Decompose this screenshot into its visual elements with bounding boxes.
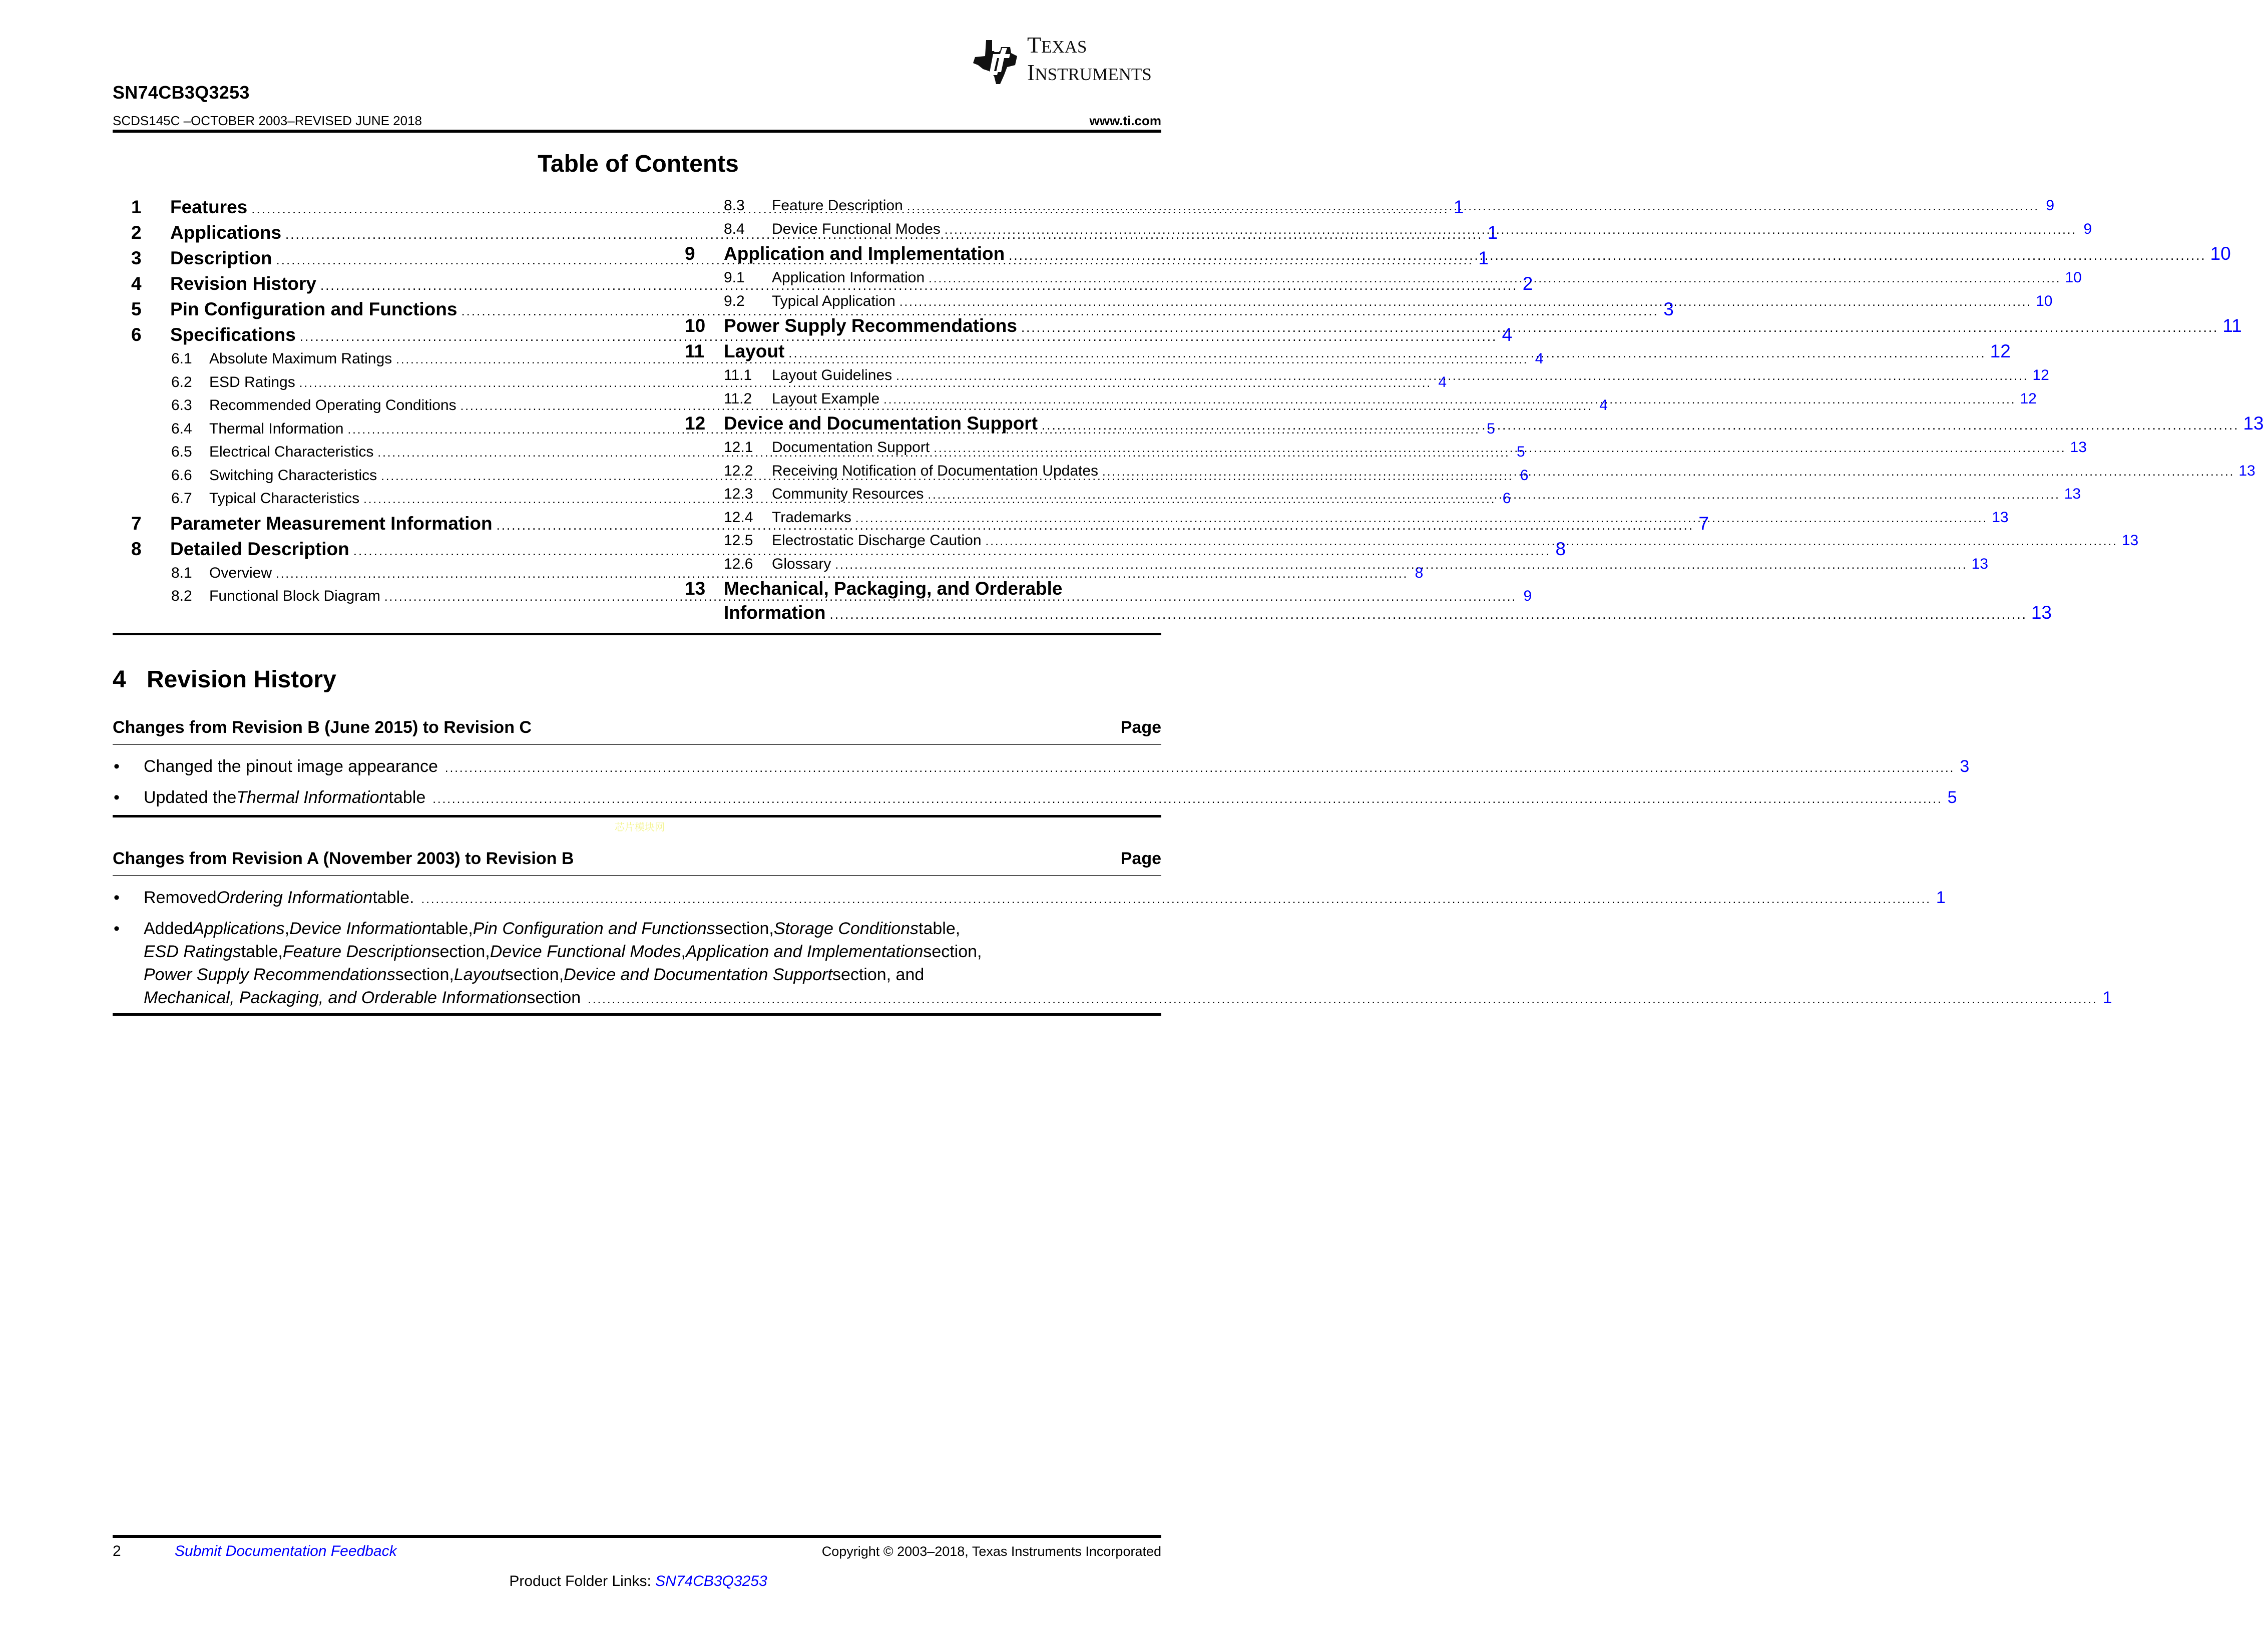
toc-entry-label: Device and Documentation Support — [724, 413, 1038, 434]
logo-text: NSTRUMENTS — [1035, 65, 1152, 84]
toc-right-column — [685, 194, 2264, 625]
revision-history-heading — [113, 666, 336, 693]
toc-page-link[interactable]: 2 — [1522, 273, 1533, 294]
toc-entry-number: 11.2 — [724, 390, 752, 407]
change-item — [113, 917, 2112, 1011]
toc-leader-dots — [829, 602, 2027, 627]
leader-dots — [432, 788, 1942, 811]
toc-page-link[interactable]: 9 — [1523, 588, 1532, 604]
toc-entry-label: Overview — [209, 564, 272, 581]
change-text: section, — [715, 919, 774, 938]
change-list-rev-c — [113, 755, 1970, 817]
toc-page-link[interactable]: 12 — [2020, 390, 2037, 407]
toc-entry-label: Absolute Maximum Ratings — [209, 350, 392, 367]
change-item — [113, 755, 1970, 780]
logo-letter: I — [1027, 60, 1035, 85]
toc-entry[interactable] — [685, 218, 2092, 241]
toc-entry-number: 12.1 — [724, 439, 753, 456]
toc-entry-number: 8.3 — [724, 197, 745, 214]
toc-entry[interactable] — [685, 266, 2082, 290]
change-text-line — [144, 886, 1946, 911]
ti-logo — [971, 34, 1166, 88]
italic-reference: Device Functional Modes — [490, 942, 681, 961]
toc-page-link[interactable]: 9 — [2046, 197, 2055, 214]
italic-reference: Power Supply Recommendations — [144, 965, 395, 984]
changes-heading-rule — [113, 875, 1161, 876]
change-page-link[interactable]: 5 — [1947, 788, 1957, 807]
toc-page-link[interactable]: 8 — [1415, 564, 1424, 581]
toc-entry-number: 7 — [131, 513, 142, 534]
toc-page-link[interactable]: 5 — [1487, 420, 1495, 437]
toc-entry-label: Feature Description — [772, 197, 903, 214]
toc-entry-label: Electrical Characteristics — [209, 444, 374, 460]
toc-leader-dots — [928, 484, 2060, 507]
change-text: section, and — [832, 965, 925, 984]
toc-entry-number: 9 — [685, 243, 695, 264]
logo-text: EXAS — [1041, 37, 1087, 57]
toc-leader-dots — [896, 365, 2028, 388]
bullet-icon: • — [114, 788, 120, 807]
toc-entry[interactable] — [685, 194, 2055, 218]
toc-entry[interactable] — [685, 313, 2242, 338]
toc-entry-number: 8 — [131, 538, 142, 559]
ti-texas-logo-icon — [971, 36, 1021, 86]
toc-entry-number: 12.6 — [724, 555, 753, 572]
toc-page-link[interactable]: 12 — [2032, 367, 2049, 383]
toc-page-link[interactable]: 4 — [1438, 373, 1447, 390]
toc-entry-number: 12.5 — [724, 532, 753, 549]
toc-entry[interactable] — [685, 364, 2049, 387]
product-folder-link[interactable]: SN74CB3Q3253 — [655, 1573, 767, 1589]
toc-divider — [113, 633, 1161, 635]
change-text: Removed — [144, 888, 217, 907]
toc-entry-number: 13 — [685, 578, 706, 599]
toc-entry-number: 1 — [131, 197, 142, 217]
toc-page-link[interactable]: 13 — [1971, 555, 1989, 572]
change-text: section — [527, 988, 581, 1007]
changes-heading-rule — [113, 744, 1161, 745]
toc-page-link[interactable]: 4 — [1502, 324, 1513, 345]
toc-entry-number: 12 — [685, 413, 706, 434]
toc-entry-number: 9.2 — [724, 292, 745, 309]
toc-entry-label: Functional Block Diagram — [209, 588, 380, 604]
footer-page-number: 2 — [113, 1543, 121, 1559]
change-text: , — [681, 942, 686, 961]
toc-page-link[interactable]: 6 — [1520, 467, 1529, 484]
toc-page-link[interactable]: 10 — [2036, 292, 2053, 309]
change-text: Updated the — [144, 788, 237, 807]
section-number: 4 — [113, 666, 126, 693]
leader-dots — [588, 988, 2097, 1011]
toc-entry-label: ESD Ratings — [209, 373, 295, 390]
change-text-line — [144, 986, 2112, 1011]
toc-leader-dots — [945, 219, 2077, 242]
toc-entry-label: Layout — [724, 341, 785, 361]
toc-entry-label: Revision History — [170, 273, 316, 294]
toc-entry-number: 4 — [131, 273, 142, 294]
toc-page-link[interactable]: 9 — [2083, 220, 2092, 237]
italic-reference: Mechanical, Packaging, and Orderable Information — [144, 988, 527, 1007]
toc-entry-label: Device Functional Modes — [772, 220, 941, 237]
section-title: Revision History — [147, 666, 336, 693]
toc-page-link[interactable]: 1 — [1478, 248, 1489, 268]
toc-leader-dots — [907, 195, 2039, 219]
toc-entry-label: Recommended Operating Conditions — [209, 397, 457, 414]
toc-entry-label: Mechanical, Packaging, and Orderable — [724, 578, 1063, 599]
change-list-end-rule — [113, 1013, 1161, 1016]
toc-entry-label: Application Information — [772, 269, 925, 286]
toc-leader-dots — [1042, 412, 2239, 438]
toc-page-link[interactable]: 7 — [1698, 513, 1709, 534]
toc-leader-dots — [788, 340, 1986, 366]
toc-page-link[interactable]: 8 — [1555, 538, 1566, 559]
toc-entry-label: Documentation Support — [772, 439, 930, 456]
changes-heading-text: Changes from Revision A (November 2003) to Revision B — [113, 849, 574, 868]
toc-entry-number: 8.4 — [724, 220, 745, 237]
toc-entry-number: 8.2 — [171, 588, 192, 604]
toc-entry[interactable] — [685, 529, 2139, 553]
change-text: table, — [431, 919, 473, 938]
changes-heading-text: Changes from Revision B (June 2015) to Revision C — [113, 718, 532, 737]
toc-entry-number: 2 — [131, 222, 142, 243]
ti-wordmark — [1027, 34, 1152, 89]
toc-entry-number: 12.3 — [724, 486, 753, 502]
page-column-label: Page — [1120, 849, 1161, 868]
document-id: SCDS145C –OCTOBER 2003–REVISED JUNE 2018 — [113, 113, 422, 128]
toc-entry-number: 11.1 — [724, 367, 752, 383]
toc-entry-label: Pin Configuration and Functions — [170, 299, 458, 319]
toc-entry-label: Detailed Description — [170, 538, 349, 559]
change-text-block — [144, 917, 2112, 1011]
italic-reference: Pin Configuration and Functions — [473, 919, 715, 938]
toc-entry-number: 6.2 — [171, 373, 192, 390]
toc-entry-label: Description — [170, 248, 272, 268]
toc-page-link[interactable]: 4 — [1599, 397, 1608, 414]
toc-entry-label: Trademarks — [772, 509, 851, 526]
change-text: table, — [241, 942, 283, 961]
italic-reference: Applications — [193, 919, 285, 938]
logo-letter: T — [1027, 32, 1042, 58]
change-text-line — [144, 917, 2112, 940]
toc-page-link[interactable]: 4 — [1535, 350, 1544, 367]
toc-entry-number: 9.1 — [724, 269, 745, 286]
italic-reference: Thermal Information — [236, 788, 389, 807]
bullet-icon: • — [114, 919, 120, 938]
italic-reference: Storage Conditions — [773, 919, 919, 938]
toc-entry-continuation[interactable] — [685, 600, 2052, 625]
toc-page-link[interactable]: 6 — [1502, 490, 1511, 507]
toc-entry-label: Specifications — [170, 324, 296, 345]
toc-entry[interactable] — [685, 290, 2053, 313]
toc-entry-label: Application and Implementation — [724, 243, 1005, 264]
change-item — [113, 786, 1957, 811]
toc-entry[interactable] — [685, 553, 1989, 576]
change-list-rev-b — [113, 886, 2112, 1017]
toc-entry[interactable] — [685, 483, 2081, 506]
toc-leader-dots — [1009, 243, 2206, 268]
change-text-line — [144, 940, 2112, 963]
submit-feedback-link[interactable]: Submit Documentation Feedback — [175, 1543, 397, 1559]
toc-leader-dots — [986, 530, 2118, 554]
toc-entry-label: Layout Guidelines — [772, 367, 892, 383]
toc-entry[interactable] — [685, 436, 2087, 460]
product-folder-links — [0, 1573, 1276, 1590]
toc-entry-number: 6.7 — [171, 490, 192, 507]
toc-leader-dots — [899, 291, 2032, 314]
toc-entry[interactable] — [685, 576, 1166, 600]
change-text: , — [284, 919, 290, 938]
toc-entry-label: Typical Characteristics — [209, 490, 360, 507]
toc-entry-number: 11 — [685, 341, 705, 361]
toc-entry[interactable] — [685, 387, 2037, 411]
italic-reference: Feature Description — [282, 942, 431, 961]
change-text-line — [144, 963, 2112, 986]
toc-leader-dots — [883, 388, 2016, 412]
toc-entry-label: Typical Application — [772, 292, 895, 309]
italic-reference: Device and Documentation Support — [564, 965, 832, 984]
toc-page-link[interactable]: 1 — [1454, 197, 1464, 217]
toc-entry-number: 3 — [131, 248, 142, 268]
toc-page-link[interactable]: 10 — [2210, 243, 2231, 264]
toc-page-link[interactable]: 11 — [2222, 315, 2242, 336]
toc-entry-number: 12.4 — [724, 509, 753, 526]
toc-entry-number: 6.1 — [171, 350, 192, 367]
toc-title: Table of Contents — [538, 151, 739, 177]
toc-entry[interactable] — [685, 506, 2009, 530]
bullet-icon: • — [114, 757, 120, 776]
toc-entry[interactable] — [685, 338, 2011, 364]
change-text: section, — [431, 942, 490, 961]
toc-entry-number: 12.2 — [724, 462, 753, 479]
toc-entry-number: 6 — [131, 324, 142, 345]
toc-entry-number: 6.4 — [171, 420, 192, 437]
toc-page-link[interactable]: 13 — [2070, 439, 2087, 456]
changes-heading-rev-b — [113, 849, 1161, 869]
toc-entry[interactable] — [685, 410, 2264, 436]
change-page-link[interactable]: 3 — [1960, 757, 1970, 776]
toc-page-link[interactable]: 13 — [2243, 413, 2264, 434]
site-url-link[interactable]: www.ti.com — [1089, 113, 1161, 128]
leader-dots — [445, 757, 1955, 780]
change-text: section, — [923, 942, 982, 961]
toc-entry-label: Layout Example — [772, 390, 880, 407]
toc-page-link[interactable]: 13 — [1992, 509, 2009, 526]
bullet-icon: • — [114, 888, 120, 907]
italic-reference: Layout — [454, 965, 505, 984]
toc-entry-label: Applications — [170, 222, 282, 243]
toc-page-link[interactable]: 13 — [2121, 532, 2139, 549]
toc-entry-label: Receiving Notification of Documentation Updates — [772, 462, 1099, 479]
italic-reference: Ordering Information — [216, 888, 373, 907]
toc-leader-dots — [929, 267, 2061, 291]
italic-reference: Application and Implementation — [685, 942, 924, 961]
toc-page-link[interactable]: 3 — [1663, 299, 1674, 319]
change-text: table. — [372, 888, 414, 907]
change-text: table, — [919, 919, 961, 938]
toc-entry-number: 10 — [685, 315, 706, 336]
toc-entry[interactable] — [685, 241, 2231, 266]
part-number: SN74CB3Q3253 — [113, 82, 250, 103]
toc-page-link[interactable]: 13 — [2238, 462, 2255, 479]
toc-entry-number: 6.3 — [171, 397, 192, 414]
toc-entry-label: Switching Characteristics — [209, 467, 377, 484]
toc-page-link[interactable]: 5 — [1517, 444, 1525, 460]
change-text: Changed the pinout image appearance — [144, 757, 438, 776]
change-text: section, — [395, 965, 454, 984]
footer-rule — [113, 1535, 1161, 1538]
change-item — [113, 886, 1946, 911]
toc-leader-dots — [1102, 461, 2234, 484]
toc-entry-number: 6.5 — [171, 444, 192, 460]
toc-entry-label: Parameter Measurement Information — [170, 513, 493, 534]
change-text: Added — [144, 919, 193, 938]
toc-page-link[interactable]: 12 — [1990, 341, 2011, 361]
change-text-line — [144, 786, 1957, 811]
toc-leader-dots — [934, 437, 2066, 461]
toc-entry-label: Features — [170, 197, 248, 217]
toc-entry[interactable] — [685, 460, 2255, 483]
toc-entry-label: Community Resources — [772, 486, 924, 502]
change-text: section, — [505, 965, 564, 984]
toc-page-link[interactable]: 13 — [2064, 486, 2081, 502]
toc-entry-label: Power Supply Recommendations — [724, 315, 1017, 336]
toc-entry-label: Glossary — [772, 555, 831, 572]
toc-entry-number: 6.6 — [171, 467, 192, 484]
italic-reference: ESD Ratings — [144, 942, 241, 961]
change-page-link[interactable]: 1 — [2102, 988, 2112, 1007]
toc-entry-label: Information — [724, 602, 826, 623]
toc-page-link[interactable]: 10 — [2065, 269, 2082, 286]
change-page-link[interactable]: 1 — [1936, 888, 1946, 907]
copyright-text: Copyright © 2003–2018, Texas Instruments Incorporated — [821, 1544, 1161, 1559]
toc-page-link[interactable]: 13 — [2031, 602, 2052, 623]
header-rule — [113, 130, 1161, 133]
page-column-label: Page — [1120, 718, 1161, 737]
toc-page-link[interactable]: 1 — [1487, 222, 1498, 243]
toc-leader-dots — [855, 507, 1988, 531]
toc-entry-label: Thermal Information — [209, 420, 344, 437]
italic-reference: Device Information — [289, 919, 431, 938]
toc-entry-label: Electrostatic Discharge Caution — [772, 532, 982, 549]
changes-heading-rev-c — [113, 718, 1161, 737]
toc-leader-dots — [1021, 315, 2218, 340]
change-list-end-rule — [113, 815, 1161, 817]
change-text-line — [144, 755, 1969, 780]
leader-dots — [421, 888, 1931, 911]
toc-leader-dots — [835, 554, 1967, 577]
toc-entry-number: 5 — [131, 299, 142, 319]
toc-entry-number: 8.1 — [171, 564, 192, 581]
change-text: table — [388, 788, 426, 807]
product-folder-label: Product Folder Links: — [509, 1573, 656, 1589]
watermark-text: 芯片模块网 — [615, 821, 665, 833]
